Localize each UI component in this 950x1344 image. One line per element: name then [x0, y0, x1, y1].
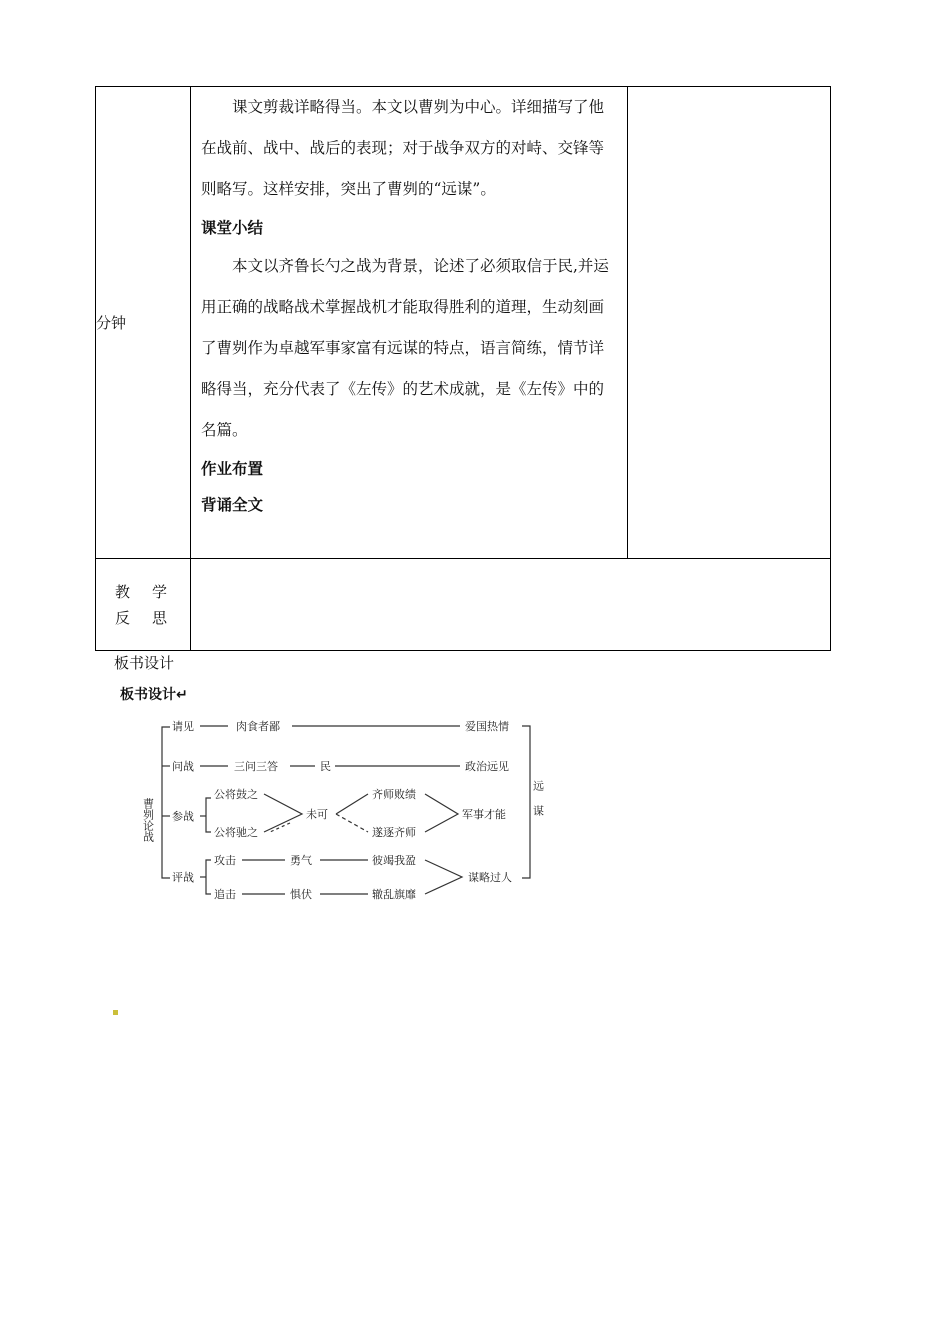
item-moulue: 谋略过人	[468, 871, 512, 884]
item-min: 民	[320, 760, 331, 773]
marker-dot	[113, 1010, 118, 1015]
item-roushizhe: 肉食者鄙	[236, 720, 280, 733]
row-canzhan: 参战	[172, 810, 194, 823]
reflection-content-cell	[191, 559, 831, 651]
item-gu: 公将鼓之	[214, 788, 258, 801]
content-cell	[191, 87, 628, 559]
item-zhengzhi: 政治远见	[465, 760, 509, 773]
homework-text: 背诵全文	[201, 496, 264, 514]
item-yongqi: 勇气	[290, 854, 312, 867]
reflection-label-line2: 反思	[114, 608, 189, 627]
analysis-paragraph: 课文剪裁详略得当。本文以曹刿为中心。详细描写了他在战前、战中、战后的表现；对于战争双方的对峙、交锋等则略写。这样安排，突出了曹刿的“远谋”。	[201, 98, 605, 198]
homework-heading: 作业布置	[201, 460, 264, 478]
notes-cell	[628, 87, 831, 559]
row-pingzhan: 评战	[172, 871, 194, 884]
row-wenzhan: 问战	[172, 760, 194, 773]
row-qingjian: 请见	[172, 720, 194, 733]
item-chi: 公将驰之	[214, 826, 258, 839]
lesson-table	[95, 86, 831, 651]
reflection-label-line1: 教学	[114, 582, 189, 601]
board-image-title: 板书设计↵	[120, 687, 188, 703]
reflection-label-cell	[96, 559, 191, 651]
item-zhuiji: 追击	[214, 888, 236, 901]
item-qishi: 齐师败绩	[372, 788, 416, 801]
time-label: 分钟	[96, 314, 127, 332]
item-junshi: 军事才能	[462, 808, 506, 821]
board-design-title: 板书设计	[114, 654, 175, 672]
item-aiguo: 爱国热情	[465, 720, 509, 733]
root-label: 曹刿论战	[141, 798, 155, 842]
right-label: 远谋	[531, 780, 545, 830]
time-cell	[96, 87, 191, 559]
summary-paragraph: 本文以齐鲁长勺之战为背景，论述了必须取信于民,并运用正确的战略战术掌握战机才能取得胜利的道理，生动刻画了曹刿作为卓越军事家富有远谋的特点，语言简练，情节详略得当，充分代表了《左传》的艺术成就，是《左传》中的名篇。	[201, 257, 609, 439]
item-gongji: 攻击	[214, 854, 236, 867]
summary-heading: 课堂小结	[201, 219, 264, 237]
item-weike: 未可	[306, 808, 328, 821]
item-bijie: 彼竭我盈	[372, 854, 416, 867]
item-zhuzhu: 遂逐齐师	[372, 826, 416, 839]
board-diagram	[110, 680, 550, 910]
item-jufu: 惧伏	[290, 888, 312, 901]
item-sanwen: 三问三答	[234, 760, 278, 773]
item-zheluan: 辙乱旗靡	[372, 888, 416, 901]
